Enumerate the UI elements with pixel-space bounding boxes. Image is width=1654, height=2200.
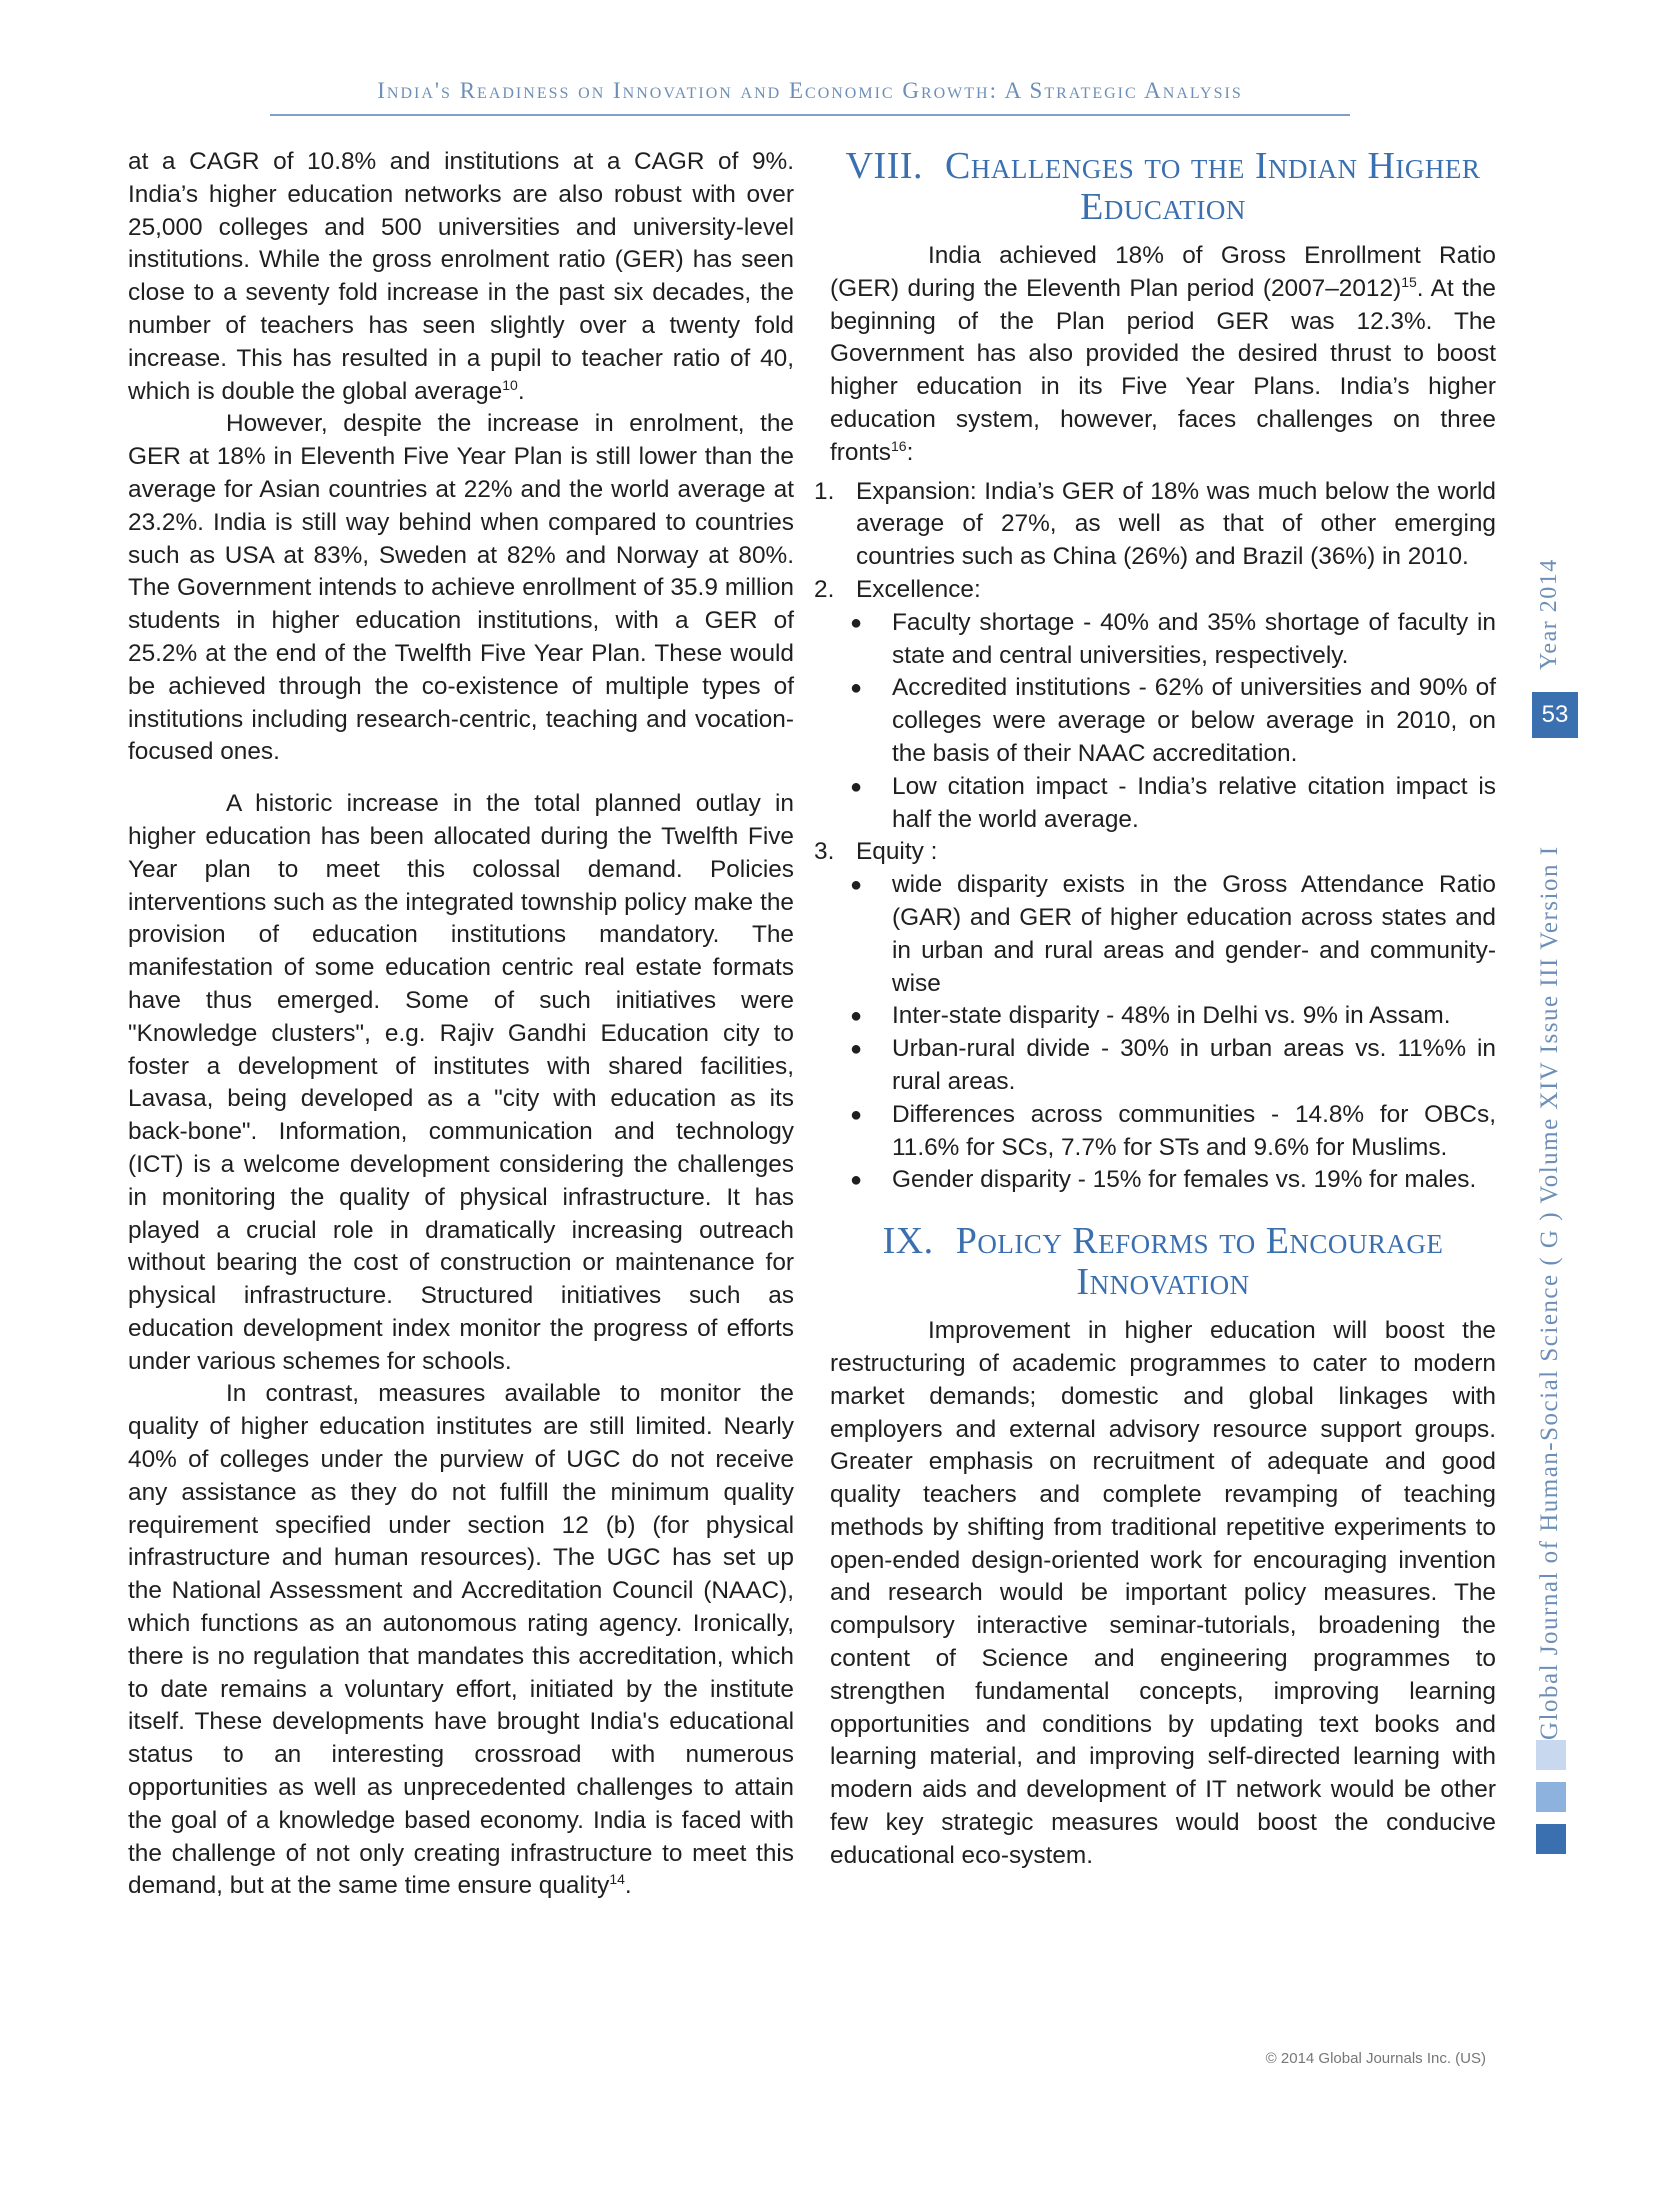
copyright-notice: © 2014 Global Journals Inc. (US) [1265, 2050, 1486, 2067]
section-8-heading [830, 146, 1496, 228]
list-marker: 2. [814, 575, 835, 603]
bullet-icon: ● [850, 677, 863, 700]
list-item-equity [814, 836, 1496, 869]
bullet-icon: ● [850, 1005, 863, 1028]
running-head: India's Readiness on Innovation and Economic Growth: A Strategic Analysis [377, 78, 1243, 103]
paragraph-4 [128, 1378, 794, 1903]
footnote-ref-15[interactable]: 15 [1401, 273, 1417, 290]
footnote-ref-10[interactable]: 10 [502, 376, 518, 393]
bullet-icon: ● [850, 611, 863, 634]
paragraph-1 [128, 146, 794, 408]
list-item [830, 672, 1496, 770]
paragraph-1-end: . [517, 377, 525, 405]
paragraph-1-text: at a CAGR of 10.8% and institutions at a CAGR of 9%. India’s higher education networks are also robust with over 25,000 colleges and 500 universities and university-level institutions. While the gross enrolment ratio (GER) has seen close to a seventy fold increase in the past six decades, the number of teachers has seen slightly over a twenty fold increase. This has resulted in a pupil to teacher ratio of 40, which is double the global average [128, 148, 794, 405]
year-label: Year 2014 [1536, 558, 1562, 670]
section-8-intro-end: : [906, 438, 914, 466]
bullet-text: Low citation impact - India’s relative citation impact is half the world average. [892, 772, 1496, 833]
paragraph-3: A historic increase in the total planned outlay in higher education has been allocated during the Twelfth Five Year plan to meet this colossal demand. Policies interventions such as the integrated township policy make the provision of education institutions mandatory. The manifestation of some education centric real estate formats have thus emerged. Some of such initiatives were "Knowledge clusters", e.g. Rajiv Gandhi Education city to foster a development of institutes with shared facilities, Lavasa, being developed as a "city with education as its back-bone". Information, communication and technology (ICT) is a welcome development considering the challenges in monitoring the quality of physical infrastructure. It has played a crucial role in dramatically increasing outreach without bearing the cost of construction or maintenance for physical infrastructure. Structured initiatives such as education development index monitor the progress of efforts under various schemes for schools. [128, 790, 794, 1375]
section-8-intro-text: India achieved 18% of Gross Enrollment Ratio (GER) during the Eleventh Plan period (2007–2012) [830, 242, 1496, 302]
section-8-intro-continued: . At the beginning of the Plan period GER was 12.3%. The Government has also provided the desired thrust to boost higher education in its Five Year Plans. India’s higher education system, however, faces challenges on three fronts [830, 274, 1496, 466]
section-8-number: VIII. [845, 145, 923, 187]
bullet-icon: ● [850, 1169, 863, 1192]
page-number: 53 [1532, 692, 1578, 738]
bullet-text: Inter-state disparity - 48% in Delhi vs. 9% in Assam. [892, 1002, 1451, 1030]
list-item-text: Excellence: [856, 575, 981, 603]
bullet-text: Urban-rural divide - 30% in urban areas vs. 11%% in rural areas. [892, 1035, 1496, 1095]
list-item-text: Equity : [856, 838, 938, 866]
decorative-square-dark [1536, 1824, 1566, 1854]
footnote-ref-14[interactable]: 14 [609, 1871, 625, 1888]
list-item [830, 869, 1496, 1000]
right-column [814, 145, 1496, 1873]
paragraph-4-end: . [624, 1872, 632, 1900]
challenges-list-continued [814, 836, 1496, 869]
section-9-paragraph: Improvement in higher education will boost the restructuring of academic programmes to cater to modern market demands; domestic and global linkages with employers and external advisory resource support groups. Greater emphasis on recruitment of adequate and good quality teachers and complete revamping of teaching methods by shifting from traditional repetitive experiments to open-ended design-oriented work for encouraging invention and research would be important policy measures. The compulsory interactive seminar-tutorials, broadening the content of Science and engineering programmes to strengthen fundamental concepts, improving learning opportunities and conditions by updating text books and learning material, and improving self-directed learning with modern aids and development of IT network would be other few key strategic measures would boost the conducive educational eco-system. [830, 1317, 1496, 1869]
equity-bullets [830, 869, 1496, 1197]
bullet-icon: ● [850, 775, 863, 798]
excellence-bullets [830, 607, 1496, 837]
challenges-list [814, 476, 1496, 607]
list-item [830, 771, 1496, 837]
list-item [830, 1164, 1496, 1197]
bullet-text: Gender disparity - 15% for females vs. 19% for males. [892, 1166, 1477, 1194]
header-rule [270, 114, 1350, 116]
journal-citation: Global Journal of Human-Social Science ( G ) Volume XIV Issue III Version I [1536, 845, 1563, 1740]
list-item [830, 607, 1496, 673]
list-marker: 3. [814, 838, 835, 866]
bullet-text: Faculty shortage - 40% and 35% shortage of faculty in state and central universities, respectively. [892, 608, 1496, 669]
section-8-intro [830, 240, 1496, 470]
footnote-ref-16[interactable]: 16 [891, 437, 907, 454]
list-item [830, 1033, 1496, 1099]
bullet-icon: ● [850, 1038, 863, 1061]
list-item [830, 1000, 1496, 1033]
decorative-square-light [1536, 1740, 1566, 1770]
paragraph-2: However, despite the increase in enrolment, the GER at 18% in Eleventh Five Year Plan is still lower than the average for Asian countries at 22% and the world average at 23.2%. India is still way behind when compared to countries such as USA at 83%, Sweden at 82% and Norway at 80%. The Government intends to achieve enrollment of 35.9 million students in higher education institutions, with a GER of 25.2% at the end of the Twelfth Five Year Plan. These would be achieved through the co-existence of multiple types of institutions including research-centric, teaching and vocation-focused ones. [128, 410, 794, 766]
paragraph-4-text: In contrast, measures available to monitor the quality of higher education institutes are still limited. Nearly 40% of colleges under the purview of UGC do not receive any assistance as they do not fulfill the minimum quality requirement specified under section 12 (b) (for physical infrastructure and human resources). The UGC has set up the National Assessment and Accreditation Council (NAAC), which functions as an autonomous rating agency. Ironically, there is no regulation that mandates this accreditation, which to date remains a voluntary effort, initiated by the institute itself. These developments have brought India's educational status to an interesting crossroad with numerous opportunities as well as unprecedented challenges to attain the goal of a knowledge based economy. India is faced with the challenge of not only creating infrastructure to meet this demand, but at the same time ensure quality [128, 1380, 794, 1900]
list-item-expansion [814, 476, 1496, 574]
list-marker: 1. [814, 477, 835, 505]
decorative-square-medium [1536, 1782, 1566, 1812]
bullet-text: Differences across communities - 14.8% for OBCs, 11.6% for SCs, 7.7% for STs and 9.6% for Muslims. [892, 1100, 1496, 1161]
list-item-text: Expansion: India’s GER of 18% was much below the world average of 27%, as well as that of other emerging countries such as China (26%) and Brazil (36%) in 2010. [856, 477, 1496, 571]
section-9-title: Policy Reforms to Encourage Innovation [955, 1220, 1444, 1304]
list-item [830, 1099, 1496, 1165]
left-column [128, 146, 794, 1903]
section-9-heading [830, 1221, 1496, 1303]
section-8-title: Challenges to the Indian Higher Education [945, 145, 1481, 228]
list-item-excellence [814, 574, 1496, 607]
bullet-text: wide disparity exists in the Gross Attendance Ratio (GAR) and GER of higher education across states and in urban and rural areas and gender- and community-wise [892, 871, 1496, 997]
bullet-text: Accredited institutions - 62% of universities and 90% of colleges were average or below average in 2010, on the basis of their NAAC accreditation. [892, 674, 1496, 767]
bullet-icon: ● [850, 1103, 863, 1126]
section-9-number: IX. [882, 1220, 934, 1263]
bullet-icon: ● [850, 874, 863, 897]
